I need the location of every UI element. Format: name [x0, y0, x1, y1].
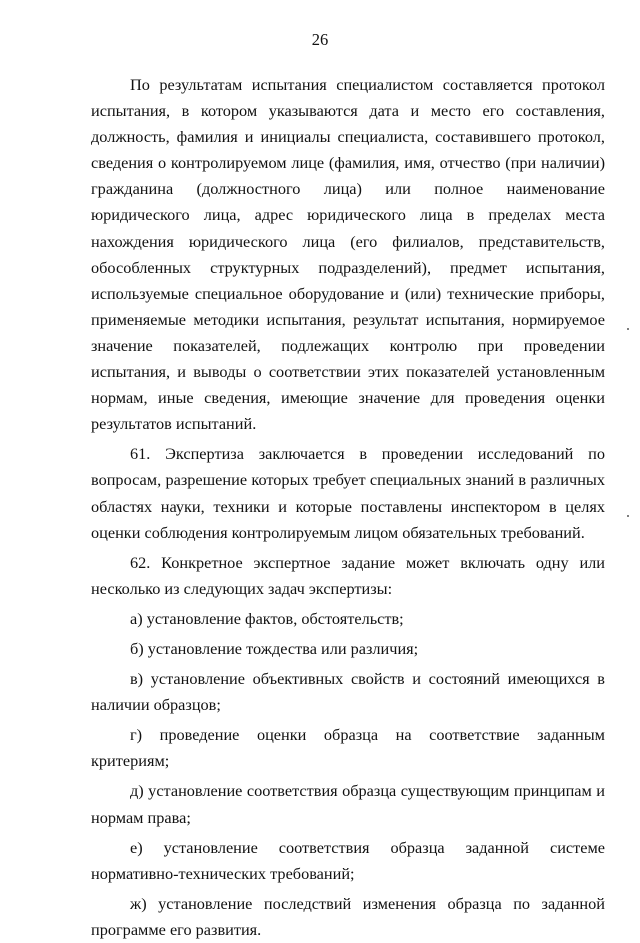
scan-mark [627, 515, 629, 517]
list-item-d: д) установление соответствия образца существующим принципам и нормам права; [91, 781, 605, 827]
list-item-b: б) установление тождества или различия; [130, 638, 419, 658]
list-item-a: а) установление фактов, обстоятельств; [130, 608, 404, 628]
list-item-e: е) установление соответствия образца заданной системе нормативно-технических требований; [91, 837, 605, 883]
list-item-v: в) установление объективных свойств и состояний имеющихся в наличии образцов; [91, 669, 605, 715]
paragraph-61: 61. Экспертиза заключается в проведении исследований по вопросам, разрешение которых требует специальных знаний в различных областях науки, техники и которые поставлены инспектором в целях оценки соблюдения контролируемым лицом обязательных требований. [91, 444, 605, 542]
page-number: 26 [311, 30, 329, 49]
list-item-zh: ж) установление последствий изменения образца по заданной программе его развития. [91, 893, 605, 939]
paragraph-protocol: По результатам испытания специалистом составляется протокол испытания, в котором указываются дата и место его составления, должность, фамилия и инициалы специалиста, составившего протокол, сведения о контролируемом лице (фамилия, имя, отчество (при наличии) гражданина (должностного лица) или полное наименование юридического лица, адрес юридического лица в пределах места нахождения юридического лица (его филиалов, представительств, обособленных структурных подразделений), предмет испытания, используемые специальное оборудование и (или) технические приборы, применяемые методики испытания, результат испытания, нормируемое значение показателей, подлежащих контролю при проведении испытания, и выводы о соответствии этих показателей установленным нормам, иные сведения, имеющие значение для проведения оценки результатов испытаний. [91, 75, 605, 434]
scan-mark [627, 328, 629, 330]
list-item-g: г) проведение оценки образца на соответствие заданным критериям; [91, 725, 605, 771]
paragraph-62: 62. Конкретное экспертное задание может включать одну или несколько из следующих задач экспертизы: [91, 552, 605, 598]
document-body [91, 72, 605, 943]
